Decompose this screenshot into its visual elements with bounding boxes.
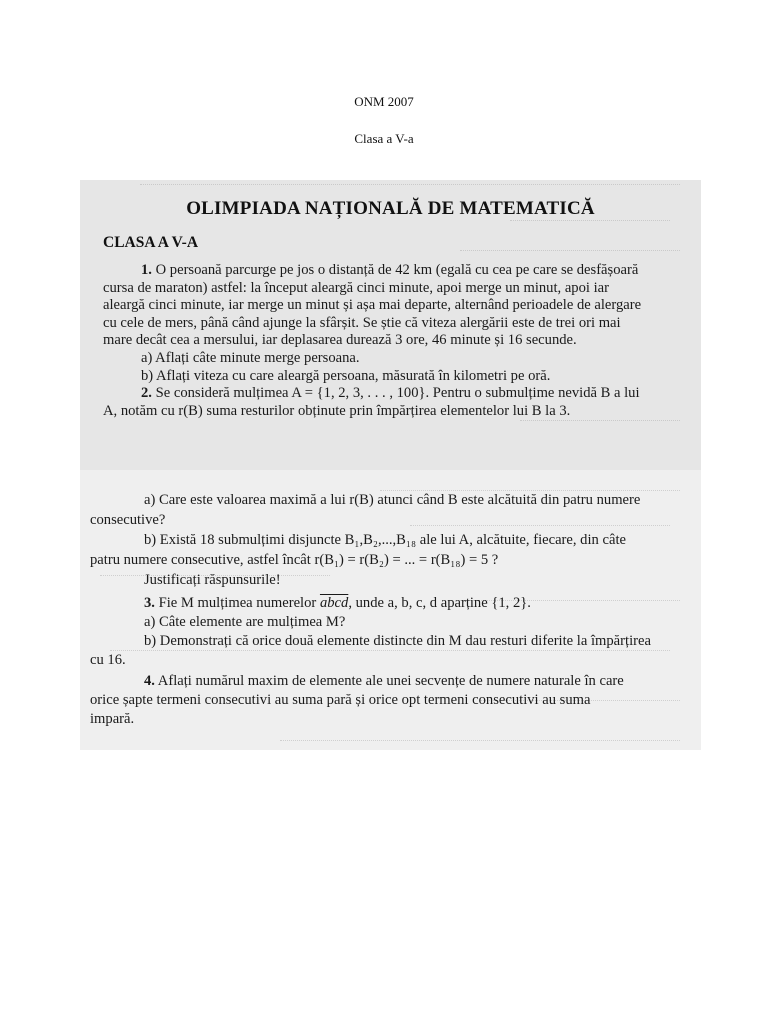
- header-title: ONM 2007: [354, 94, 414, 109]
- problem-2-part-a-line-2: consecutive?: [90, 512, 166, 528]
- section-heading: CLASA A V-A: [103, 234, 199, 251]
- problem-4-line-1: Aflați numărul maxim de elemente ale unei secvențe de numere naturale în care: [157, 673, 624, 689]
- problem-4: [90, 672, 690, 729]
- problem-2-intro: [103, 385, 691, 420]
- problem-1: [103, 262, 691, 385]
- problem-1-line-3: aleargă cinci minute, iar merge un minut și așa mai departe, alternând perioadele de alergare: [103, 297, 642, 314]
- problem-3-number: 3.: [144, 595, 155, 611]
- problem-3-part-a: a) Câte elemente are mulțimea M?: [144, 614, 346, 630]
- problem-3-line-1a: Fie M mulțimea numerelor: [158, 595, 317, 611]
- problem-2-line-1: Se consideră mulțimea A = {1, 2, 3, . . . , 100}. Pentru o submulțime nevidă B a lui: [155, 385, 640, 401]
- problem-1-line-2: cursa de maraton) astfel: la început aleargă cinci minute, apoi merge un minut, apoi iar: [103, 279, 609, 296]
- problem-1-line-4: cu cele de mers, până când ajunge la sfârșit. Se știe că viteza alergării este de trei ori mai: [103, 314, 621, 331]
- problem-4-number: 4.: [144, 673, 155, 689]
- problem-1-part-a: a) Aflați câte minute merge persoana.: [141, 349, 360, 366]
- problem-2-number: 2.: [141, 385, 152, 401]
- problem-3: [90, 594, 690, 670]
- problem-4-line-3: impară.: [90, 711, 135, 727]
- problem-2-parts: [90, 490, 690, 590]
- problem-2-part-a-line-1: a) Care este valoarea maximă a lui r(B) atunci când B este alcătuită din patru numere: [144, 492, 641, 508]
- problem-1-part-b: b) Aflați viteza cu care aleargă persoana, măsurată în kilometri pe oră.: [141, 367, 551, 384]
- problem-4-line-2: orice șapte termeni consecutivi au suma pară și orice opt termeni consecutivi au suma: [90, 692, 591, 708]
- problem-2-line-2: A, notăm cu r(B) suma resturilor obținute prin împărțirea elementelor lui B la 3.: [103, 402, 571, 419]
- scanned-page: [80, 180, 701, 750]
- problem-3-part-b-line-1: b) Demonstrați că orice două elemente distincte din M dau resturi diferite la împărțirea: [144, 633, 651, 649]
- header-subtitle: Clasa a V-a: [354, 131, 414, 146]
- problem-2-part-b-line-1: b) Există 18 submulțimi disjuncte B₁,B₂,...,B₁₈ ale lui A, alcătuite, fiecare, din câte: [144, 532, 626, 548]
- problem-3-abcd: abcd: [319, 595, 349, 611]
- problem-2-part-b-line-2: patru numere consecutive, astfel încât r(B₁) = r(B₂) = ... = r(B₁₈) = 5 ?: [90, 552, 499, 568]
- problem-1-number: 1.: [141, 262, 152, 278]
- problem-2-justify: Justificați răspunsurile!: [144, 572, 281, 588]
- document-title: OLIMPIADA NAȚIONALĂ DE MATEMATICĂ: [186, 198, 595, 219]
- problem-3-part-b-line-2: cu 16.: [90, 652, 126, 668]
- problem-1-line-5: mare decât cea a mersului, iar deplasarea durează 3 ore, 46 minute și 16 secunde.: [103, 332, 577, 349]
- problem-1-line-1: O persoană parcurge pe jos o distanță de 42 km (egală cu cea pe care se desfășoară: [155, 262, 639, 278]
- problem-3-line-1b: , unde a, b, c, d aparține {1, 2}.: [348, 595, 531, 611]
